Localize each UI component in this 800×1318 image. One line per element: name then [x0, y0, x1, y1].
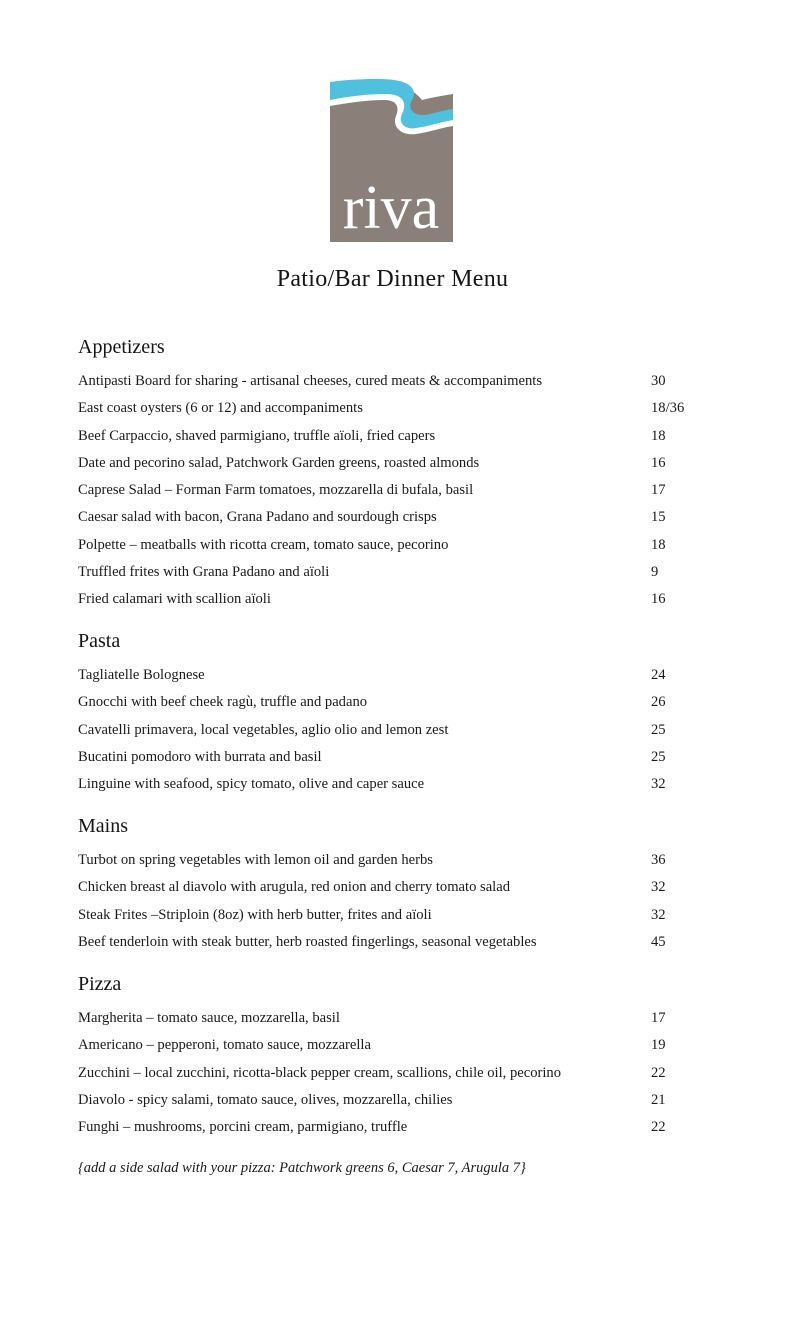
- menu-item: [78, 477, 718, 504]
- item-name: Fried calamari with scallion aïoli: [78, 591, 271, 608]
- item-price: 22: [651, 1064, 666, 1081]
- item-price: 17: [651, 1010, 666, 1026]
- item-price: 45: [651, 933, 666, 950]
- item-name: Steak Frites –Striploin (8oz) with herb butter, frites and aïoli: [78, 906, 432, 923]
- menu-item: [78, 504, 718, 531]
- item-name: Truffled frites with Grana Padano and aïoli: [78, 564, 330, 581]
- logo-mark-icon: [330, 76, 453, 242]
- item-price: 32: [651, 879, 666, 896]
- logo-text: riva: [342, 174, 440, 242]
- item-price: 30: [651, 373, 666, 389]
- section-appetizers: [78, 332, 718, 614]
- item-name: Polpette – meatballs with ricotta cream, tomato sauce, pecorino: [78, 536, 449, 553]
- menu-item: [78, 902, 718, 929]
- item-name: Chicken breast al diavolo with arugula, red onion and cherry tomato salad: [78, 879, 511, 896]
- item-name: Bucatini pomodoro with burrata and basil: [78, 748, 322, 765]
- menu-item: [78, 1114, 718, 1141]
- item-name: Americano – pepperoni, tomato sauce, mozzarella: [78, 1037, 371, 1054]
- item-name: Beef tenderloin with steak butter, herb roasted fingerlings, seasonal vegetables: [78, 933, 537, 950]
- menu-item: [78, 423, 718, 450]
- menu-list: [78, 662, 718, 798]
- item-name: Linguine with seafood, spicy tomato, olive and caper sauce: [78, 776, 425, 793]
- section-pasta: [78, 626, 718, 798]
- page-title: Patio/Bar Dinner Menu: [276, 266, 509, 292]
- item-price: 32: [651, 906, 666, 923]
- riva-logo: [330, 76, 453, 242]
- section-heading: Pizza: [78, 973, 122, 995]
- item-price: 18: [651, 427, 666, 444]
- item-price: 25: [651, 748, 666, 765]
- menu-item: [78, 847, 718, 874]
- menu-item: [78, 1005, 718, 1032]
- menu-item: [78, 1060, 718, 1087]
- section-heading: Mains: [78, 815, 128, 837]
- item-price: 24: [651, 667, 666, 683]
- item-price: 25: [651, 721, 666, 738]
- menu-item: [78, 689, 718, 716]
- menu-item: [78, 717, 718, 744]
- item-price: 36: [651, 852, 666, 868]
- item-price: 18/36: [651, 400, 685, 417]
- item-name: Caprese Salad – Forman Farm tomatoes, mozzarella di bufala, basil: [78, 482, 474, 499]
- menu-item: [78, 395, 718, 422]
- menu-item: [78, 532, 718, 559]
- menu-list: [78, 368, 718, 614]
- menu-item: [78, 662, 718, 689]
- item-name: Beef Carpaccio, shaved parmigiano, truffle aïoli, fried capers: [78, 427, 436, 444]
- item-name: Caesar salad with bacon, Grana Padano and sourdough crisps: [78, 509, 437, 526]
- section-heading: Appetizers: [78, 336, 165, 358]
- menu-item: [78, 771, 718, 798]
- menu-item: [78, 559, 718, 586]
- menu-item: [78, 1087, 718, 1114]
- item-price: 16: [651, 591, 666, 608]
- menu-item: [78, 368, 718, 395]
- item-price: 19: [651, 1037, 666, 1054]
- item-price: 32: [651, 776, 666, 793]
- menu-item: [78, 929, 718, 956]
- item-price: 26: [651, 694, 666, 711]
- item-name: Turbot on spring vegetables with lemon oil and garden herbs: [78, 852, 433, 868]
- item-name: East coast oysters (6 or 12) and accompaniments: [78, 400, 363, 417]
- item-name: Date and pecorino salad, Patchwork Garden greens, roasted almonds: [78, 454, 480, 471]
- item-price: 17: [651, 482, 666, 499]
- menu-item: [78, 874, 718, 901]
- item-name: Margherita – tomato sauce, mozzarella, basil: [78, 1010, 340, 1026]
- item-name: Funghi – mushrooms, porcini cream, parmigiano, truffle: [78, 1119, 408, 1136]
- section-mains: [78, 811, 718, 956]
- menu-item: [78, 586, 718, 613]
- item-name: Antipasti Board for sharing - artisanal cheeses, cured meats & accompaniments: [78, 373, 543, 389]
- menu-item: [78, 450, 718, 477]
- item-price: 22: [651, 1119, 666, 1136]
- menu-list: [78, 847, 718, 956]
- menu-item: [78, 1032, 718, 1059]
- section-heading: Pasta: [78, 630, 121, 652]
- item-price: 18: [651, 536, 666, 553]
- item-name: Zucchini – local zucchini, ricotta-black pepper cream, scallions, chile oil, pecorino: [78, 1064, 562, 1081]
- side-salad-note: {add a side salad with your pizza: Patchwork greens 6, Caesar 7, Arugula 7}: [78, 1160, 526, 1176]
- menu-list: [78, 1005, 718, 1141]
- item-name: Gnocchi with beef cheek ragù, truffle and padano: [78, 694, 368, 711]
- section-pizza: [78, 969, 718, 1141]
- item-name: Cavatelli primavera, local vegetables, aglio olio and lemon zest: [78, 721, 449, 738]
- menu-item: [78, 744, 718, 771]
- item-price: 9: [651, 564, 659, 581]
- item-name: Diavolo - spicy salami, tomato sauce, olives, mozzarella, chilies: [78, 1091, 453, 1108]
- item-name: Tagliatelle Bolognese: [78, 667, 205, 683]
- item-price: 16: [651, 454, 666, 471]
- item-price: 15: [651, 509, 666, 526]
- item-price: 21: [651, 1091, 666, 1108]
